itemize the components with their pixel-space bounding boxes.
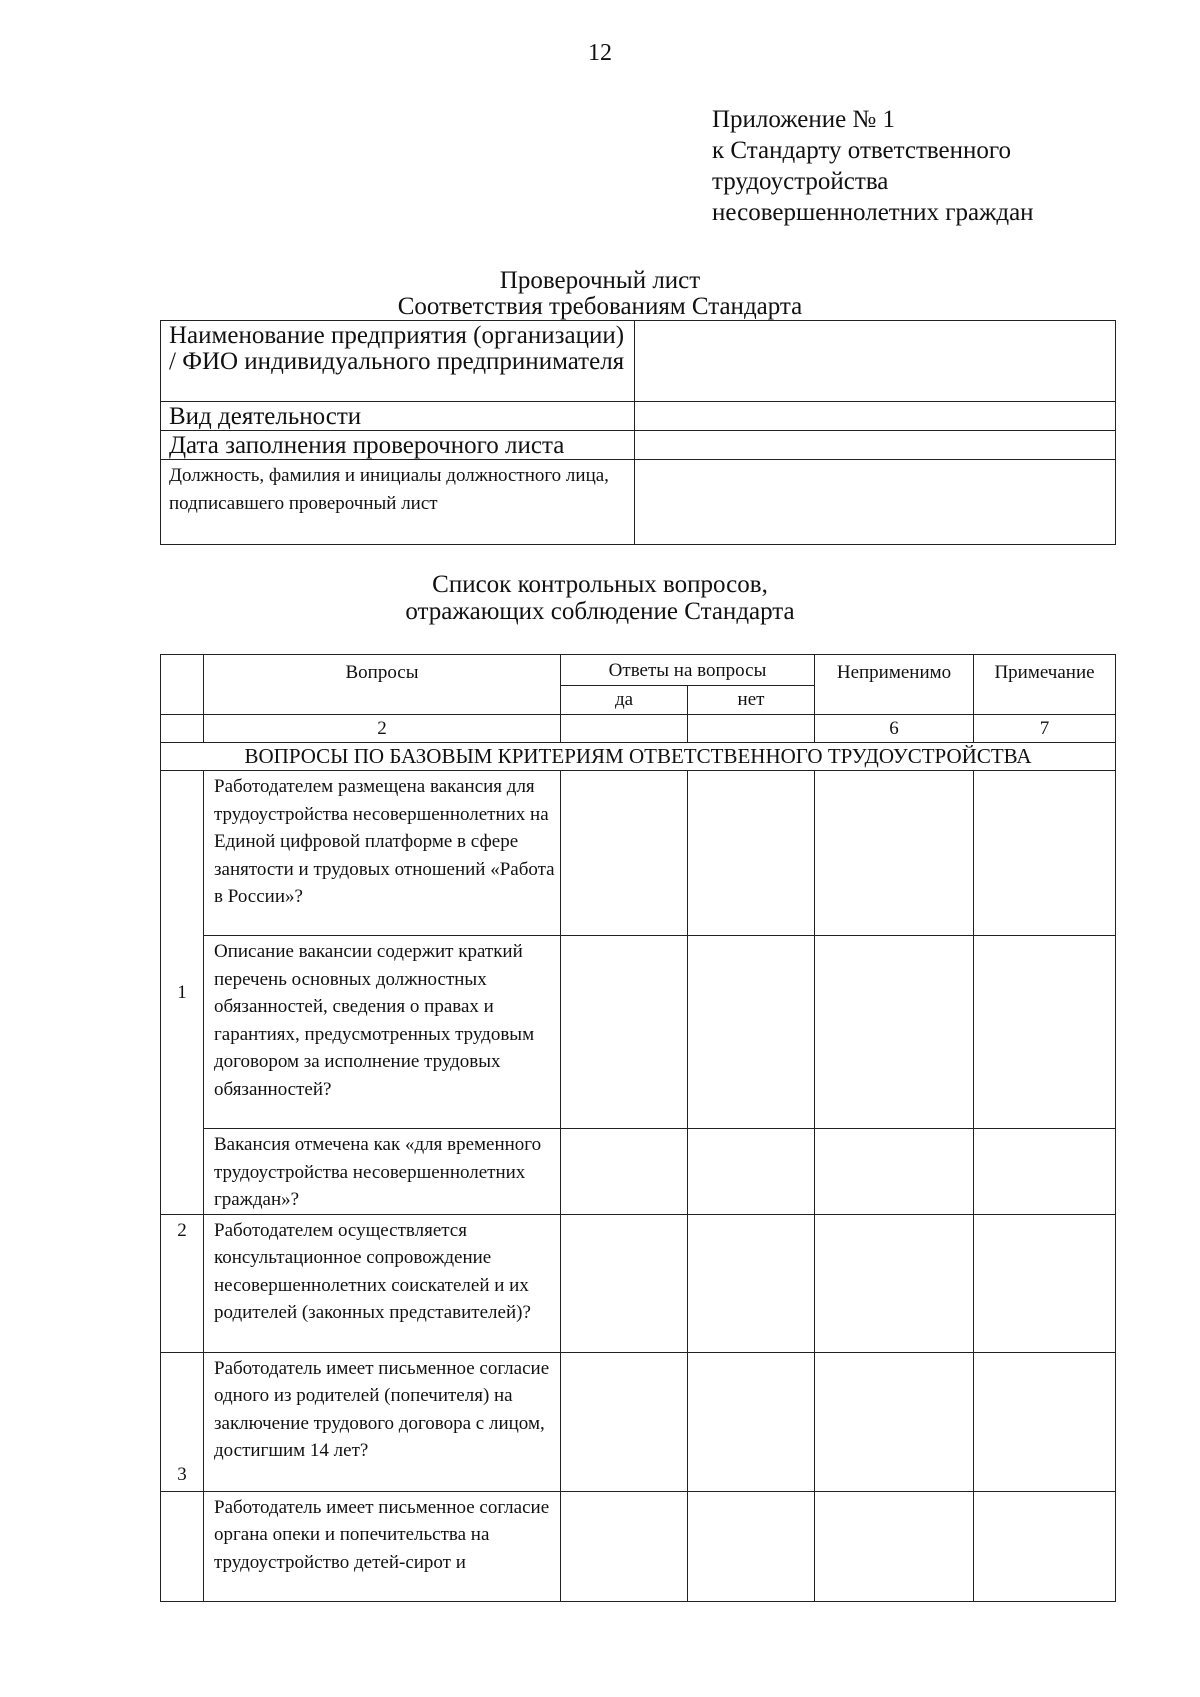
header-not-applicable: Неприменимо (815, 655, 974, 715)
answer-yes-cell[interactable] (561, 1214, 688, 1352)
header-no: нет (688, 685, 815, 714)
info-value-field[interactable] (635, 402, 1116, 431)
question-row (161, 1214, 1116, 1352)
answer-yes-cell[interactable] (561, 771, 688, 936)
questions-table (160, 654, 1116, 1602)
question-row (161, 936, 1116, 1129)
question-number: 1 (161, 771, 204, 1215)
header-yes: да (561, 685, 688, 714)
question-row (161, 1352, 1116, 1491)
info-label: Дата заполнения проверочного листа (161, 431, 635, 460)
checklist-info-table (160, 320, 1116, 545)
appendix-line: трудоустройства (712, 168, 889, 195)
column-number: 7 (974, 714, 1116, 743)
column-number: 6 (815, 714, 974, 743)
answer-no-cell[interactable] (688, 936, 815, 1129)
question-text: Вакансия отмечена как «для временного трудоустройства несовершеннолетних граждан»? (204, 1129, 561, 1215)
question-text: Работодатель имеет письменное согласие одного из родителей (попечителя) на заключение трудового договора с лицом, достигшим 14 лет? (204, 1352, 561, 1491)
header-note: Примечание (974, 655, 1116, 715)
answer-no-cell[interactable] (688, 1352, 815, 1491)
answer-no-cell[interactable] (688, 1129, 815, 1215)
note-cell[interactable] (974, 936, 1116, 1129)
question-row (161, 1491, 1116, 1601)
info-value-field[interactable] (635, 460, 1116, 545)
note-cell[interactable] (974, 1352, 1116, 1491)
header-row (161, 655, 1116, 686)
info-row (161, 460, 1116, 545)
column-number (561, 714, 688, 743)
question-text: Описание вакансии содержит краткий перечень основных должностных обязанностей, сведения о правах и гарантиях, предусмотренных трудовым договором за исполнение трудовых обязанностей? (204, 936, 561, 1129)
appendix-line: несовершеннолетних граждан (712, 199, 1034, 226)
info-value-field[interactable] (635, 431, 1116, 460)
answer-yes-cell[interactable] (561, 1129, 688, 1215)
info-row (161, 402, 1116, 431)
note-cell[interactable] (974, 1491, 1116, 1601)
appendix-line: к Стандарту ответственного (712, 137, 1012, 164)
question-number-empty (161, 1491, 204, 1601)
note-cell[interactable] (974, 771, 1116, 936)
column-number (161, 714, 204, 743)
not-applicable-cell[interactable] (815, 1214, 974, 1352)
appendix-header (712, 104, 1034, 228)
not-applicable-cell[interactable] (815, 1352, 974, 1491)
question-number: 3 (161, 1352, 204, 1491)
header-cell-number (161, 655, 204, 715)
appendix-line: Приложение № 1 (712, 106, 896, 133)
header-questions: Вопросы (204, 655, 561, 715)
answer-yes-cell[interactable] (561, 936, 688, 1129)
info-label: Должность, фамилия и инициалы должностного лица, подписавшего проверочный лист (161, 460, 635, 545)
answer-yes-cell[interactable] (561, 1352, 688, 1491)
note-cell[interactable] (974, 1129, 1116, 1215)
question-text: Работодатель имеет письменное согласие органа опеки и попечительства на трудоустройство детей-сирот и (204, 1491, 561, 1601)
answer-no-cell[interactable] (688, 1214, 815, 1352)
not-applicable-cell[interactable] (815, 1491, 974, 1601)
info-value-field[interactable] (635, 321, 1116, 402)
column-number (688, 714, 815, 743)
info-label: Наименование предприятия (организации) / ФИО индивидуального предпринимателя (161, 321, 635, 402)
section-row (161, 743, 1116, 771)
checklist-title-line: Соответствия требованиям Стандарта (397, 293, 803, 320)
info-row (161, 321, 1116, 402)
not-applicable-cell[interactable] (815, 936, 974, 1129)
info-label: Вид деятельности (161, 402, 635, 431)
column-numbers-row (161, 714, 1116, 743)
not-applicable-cell[interactable] (815, 1129, 974, 1215)
answer-no-cell[interactable] (688, 771, 815, 936)
info-row (161, 431, 1116, 460)
page-number: 12 (588, 40, 612, 66)
question-number: 2 (161, 1214, 204, 1352)
not-applicable-cell[interactable] (815, 771, 974, 936)
checklist-title-line: Проверочный лист (499, 267, 701, 294)
question-row (161, 771, 1116, 936)
answer-no-cell[interactable] (688, 1491, 815, 1601)
note-cell[interactable] (974, 1214, 1116, 1352)
questions-title-line: Список контрольных вопросов, (432, 571, 768, 598)
questions-title (0, 571, 1200, 625)
section-title: ВОПРОСЫ ПО БАЗОВЫМ КРИТЕРИЯМ ОТВЕТСТВЕННОГО ТРУДОУСТРОЙСТВА (161, 743, 1116, 771)
question-row (161, 1129, 1116, 1215)
questions-title-line: отражающих соблюдение Стандарта (405, 598, 795, 625)
question-text: Работодателем осуществляется консультационное сопровождение несовершеннолетних соискателей и их родителей (законных представителей)? (204, 1214, 561, 1352)
checklist-title (0, 268, 1200, 320)
question-text: Работодателем размещена вакансия для трудоустройства несовершеннолетних на Единой цифровой платформе в сфере занятости и трудовых отношений «Работа в России»? (204, 771, 561, 936)
header-answers: Ответы на вопросы (561, 655, 815, 686)
answer-yes-cell[interactable] (561, 1491, 688, 1601)
column-number: 2 (204, 714, 561, 743)
